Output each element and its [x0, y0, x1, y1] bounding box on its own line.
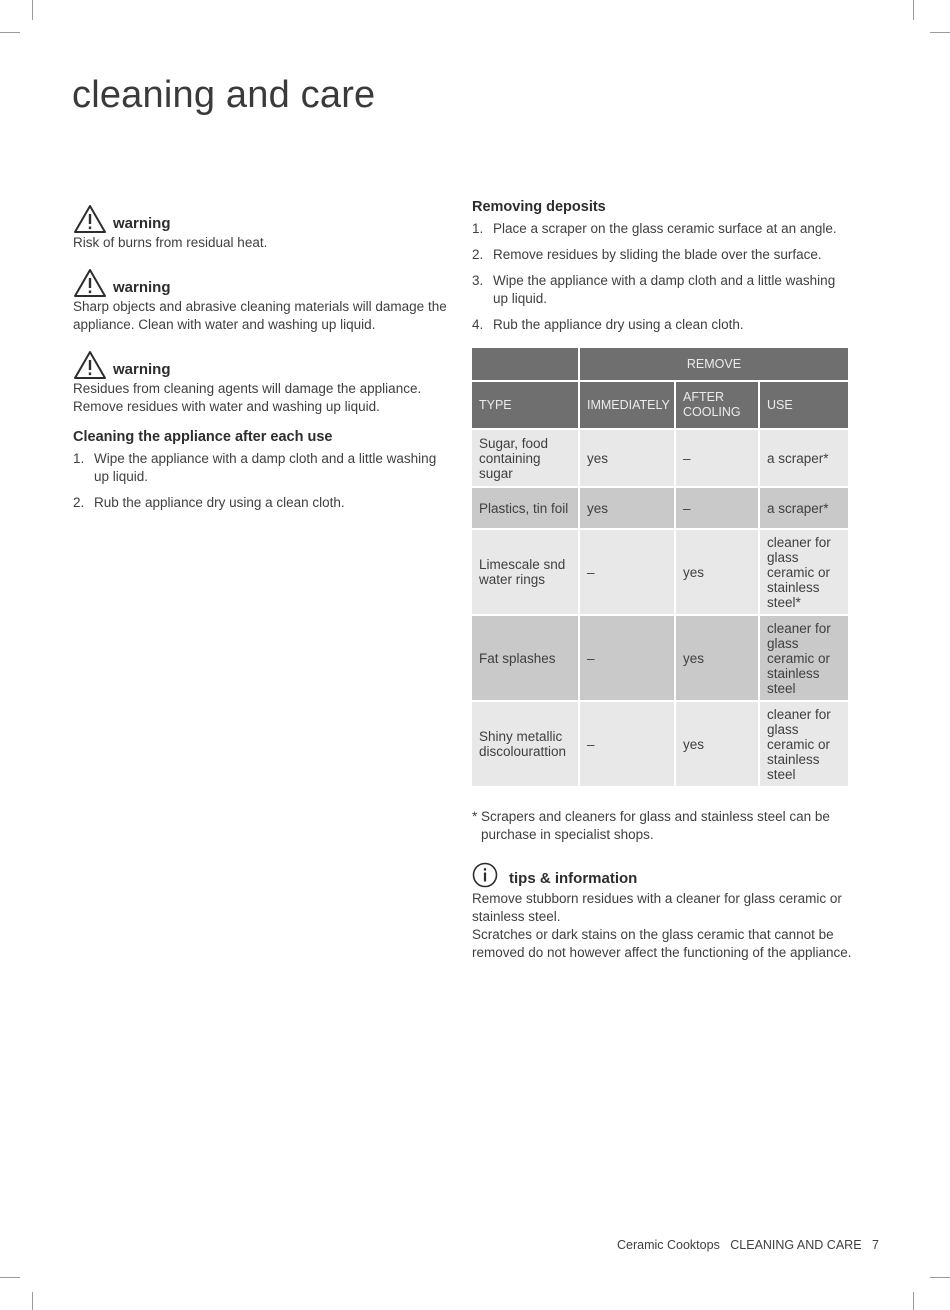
- warning-label: warning: [113, 279, 171, 296]
- table-row: [472, 530, 848, 614]
- cell-type: Limescale snd water rings: [472, 530, 578, 614]
- table-header-row: [472, 382, 848, 428]
- warning-triangle-icon: [73, 268, 107, 298]
- table-header-type: TYPE: [472, 382, 578, 428]
- tips-paragraph: Remove stubborn residues with a cleaner for glass ceramic or stainless steel.: [472, 891, 842, 924]
- cell-after-cooling: yes: [676, 530, 758, 614]
- list-item: [472, 246, 852, 264]
- step-text: Place a scraper on the glass ceramic surface at an angle.: [493, 221, 837, 236]
- warning-block-heat: [73, 200, 449, 252]
- crop-mark-top-left-h: [0, 32, 20, 33]
- cell-immediately: –: [580, 530, 674, 614]
- cell-use: a scraper*: [760, 430, 848, 486]
- cell-type: Shiny metallic discolourattion: [472, 702, 578, 786]
- cell-after-cooling: –: [676, 430, 758, 486]
- step-text: Rub the appliance dry using a clean cloth.: [493, 317, 744, 332]
- crop-mark-bottom-right-v: [913, 1292, 914, 1310]
- warning-text: Residues from cleaning agents will damage the appliance. Remove residues with water and washing up liquid.: [73, 381, 422, 414]
- page-number: 7: [871, 1238, 879, 1252]
- after-use-steps: [73, 450, 449, 512]
- warning-block-sharp-objects: [73, 264, 449, 334]
- table-group-header-row: [472, 348, 848, 380]
- left-column: [73, 200, 449, 520]
- list-item: [472, 316, 852, 334]
- step-number: 2.: [472, 247, 484, 262]
- deposits-table: [470, 346, 850, 788]
- warning-triangle-icon: [73, 204, 107, 234]
- page-title: cleaning and care: [72, 74, 376, 116]
- cell-immediately: yes: [580, 488, 674, 528]
- list-item: [73, 450, 449, 486]
- step-text: Wipe the appliance with a damp cloth and a little washing up liquid.: [493, 273, 836, 306]
- list-item: [472, 220, 852, 238]
- cell-use: cleaner for glass ceramic or stainless steel*: [760, 530, 848, 614]
- warning-label: warning: [113, 361, 171, 378]
- cell-after-cooling: yes: [676, 616, 758, 700]
- cell-use: cleaner for glass ceramic or stainless steel: [760, 702, 848, 786]
- tips-heading: [472, 862, 852, 888]
- crop-mark-top-right-v: [913, 0, 914, 20]
- cell-immediately: yes: [580, 430, 674, 486]
- deposits-steps: [472, 220, 852, 334]
- step-number: 1.: [73, 451, 85, 466]
- cell-type: Plastics, tin foil: [472, 488, 578, 528]
- step-number: 2.: [73, 495, 85, 510]
- crop-mark-top-left-v: [32, 0, 33, 20]
- table-header-remove: REMOVE: [580, 348, 848, 380]
- list-item: [472, 272, 852, 308]
- table-footnote: [472, 808, 852, 844]
- cell-type: Fat splashes: [472, 616, 578, 700]
- table-row: [472, 430, 848, 486]
- footer-section: CLEANING AND CARE: [730, 1238, 862, 1252]
- tips-label: tips & information: [509, 869, 638, 887]
- warning-heading: [73, 264, 449, 298]
- warning-triangle-icon: [73, 350, 107, 380]
- table-header-empty: [472, 348, 578, 380]
- warning-block-residues: [73, 346, 449, 416]
- right-column: [472, 198, 852, 962]
- cell-immediately: –: [580, 702, 674, 786]
- table-row: [472, 702, 848, 786]
- table-header-use: USE: [760, 382, 848, 428]
- table-row: [472, 616, 848, 700]
- warning-text: Risk of burns from residual heat.: [73, 235, 268, 250]
- crop-mark-bottom-left-v: [32, 1292, 33, 1310]
- cell-type: Sugar, food containing sugar: [472, 430, 578, 486]
- step-text: Wipe the appliance with a damp cloth and a little washing up liquid.: [94, 451, 437, 484]
- warning-heading: [73, 200, 449, 234]
- step-text: Rub the appliance dry using a clean cloth.: [94, 495, 345, 510]
- cell-immediately: –: [580, 616, 674, 700]
- footer-product: Ceramic Cooktops: [617, 1238, 720, 1252]
- table-header-after-cooling: AFTER COOLING: [676, 382, 758, 428]
- step-number: 3.: [472, 273, 484, 288]
- deposits-heading: Removing deposits: [472, 199, 606, 215]
- tips-paragraph: Scratches or dark stains on the glass ceramic that cannot be removed do not however affect the functioning of the appliance.: [472, 927, 852, 960]
- step-number: 4.: [472, 317, 484, 332]
- step-text: Remove residues by sliding the blade over the surface.: [493, 247, 822, 262]
- crop-mark-top-right-h: [930, 32, 950, 33]
- footnote-mark: *: [472, 809, 478, 824]
- cell-use: cleaner for glass ceramic or stainless steel: [760, 616, 848, 700]
- table-row: [472, 488, 848, 528]
- step-number: 1.: [472, 221, 484, 236]
- table-header-immediately: IMMEDIATELY: [580, 382, 674, 428]
- cell-after-cooling: –: [676, 488, 758, 528]
- footnote-text: Scrapers and cleaners for glass and stainless steel can be purchase in specialist shops.: [481, 809, 830, 842]
- cell-use: a scraper*: [760, 488, 848, 528]
- crop-mark-bottom-right-h: [930, 1277, 950, 1278]
- after-use-heading: Cleaning the appliance after each use: [73, 429, 333, 445]
- cell-after-cooling: yes: [676, 702, 758, 786]
- warning-label: warning: [113, 215, 171, 232]
- list-item: [73, 494, 449, 512]
- warning-text: Sharp objects and abrasive cleaning materials will damage the appliance. Clean with water and washing up liquid.: [73, 299, 447, 332]
- page-footer: [617, 1238, 879, 1252]
- info-circle-icon: [472, 862, 498, 888]
- crop-mark-bottom-left-h: [0, 1277, 20, 1278]
- warning-heading: [73, 346, 449, 380]
